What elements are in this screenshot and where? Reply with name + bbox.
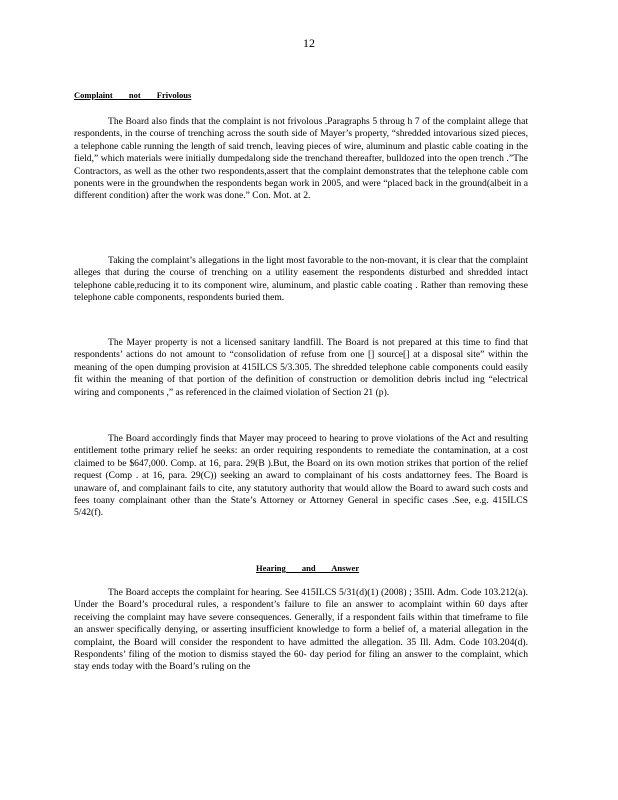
paragraph-landfill: The Mayer property is not a licensed sanitary landfill. The Board is not prepared at this time to find that respondents’ actions do not amount to “consolidation of refuse from one [] source[] at a disposal site” within the meaning of the open dumping provision at 415ILCS 5/3.305. The shredded telephone cable components could easily fit within the meaning of that portion of the definition of construction or demolition debris includ ing “electrical wiring and components ,” as referenced in the claimed violation of Section 21 (p). (74, 337, 528, 398)
paragraph-allegations: Taking the complaint’s allegations in the light most favorable to the non-movant, it is clear that the complaint alleges that during the course of trenching on a utility easement the respondents disturbed and shredded intact telephone cable,reducing it to its component wire, aluminum, and plastic cable coating . Rather than removing these telephone cable components, respondents buried them. (74, 255, 528, 304)
paragraph-relief: The Board accordingly finds that Mayer may proceed to hearing to prove violations of the Act and resulting entitlement tothe primary relief he seeks: an order requiring respondents to remediate the contamination, at a cost claimed to be $647,000. Comp. at 16, para. 29(B ).But, the Board on its own motion strikes that portion of the relief request (Comp . at 16, para. 29(C)) seeking an award to complainant of his costs andattorney fees. The Board is unaware of, and complainant fails to cite, any statutory authority that would allow the Board to award such costs and fees toany complainant other than the State’s Attorney or Attorney General in specific cases .See, e.g. 415ILCS 5/42(f). (74, 433, 528, 519)
paragraph-frivolous-finding: The Board also finds that the complaint is not frivolous .Paragraphs 5 throug h 7 of the complaint allege that respondents, in the course of trenching across the south side of Mayer’s property, “shredded intovarious sized pieces, a telephone cable running the length of said trench, leaving pieces of wire, aluminum and plastic cable coating in the field,” which materials were initially dumpedalong side the trenchand thereafter, bulldozed into the open trench .”The Contractors, as well as the other two respondents,assert that the complaint demonstrates that the telephone cable com ponents were in the groundwhen the respondents began work in 2005, and were “placed back in the ground(albeit in a different condition) after the work was done.” Con. Mot. at 2. (74, 116, 528, 202)
page-number: 12 (303, 36, 315, 50)
section-heading-complaint-not-frivolous: Complaint not Frivolous (74, 90, 192, 100)
section-heading-hearing-and-answer: Hearing and Answer (256, 563, 360, 573)
paragraph-hearing: The Board accepts the complaint for hearing. See 415ILCS 5/31(d)(1) (2008) ; 35Ill. Adm. Code 103.212(a). Under the Board’s procedural rules, a respondent’s failure to file an answer to acomplaint within 60 days after receiving the complaint may have severe consequences. Generally, if a respondent fails within that timeframe to file an answer specifically denying, or asserting insufficient knowledge to form a belief of, a material allegation in the complaint, the Board will consider the respondent to have admitted the allegation. 35 Ill. Adm. Code 103.204(d). Respondents’ filing of the motion to dismiss stayed the 60- day period for filing an answer to the complaint, which stay ends today with the Board’s ruling on the (74, 587, 528, 673)
